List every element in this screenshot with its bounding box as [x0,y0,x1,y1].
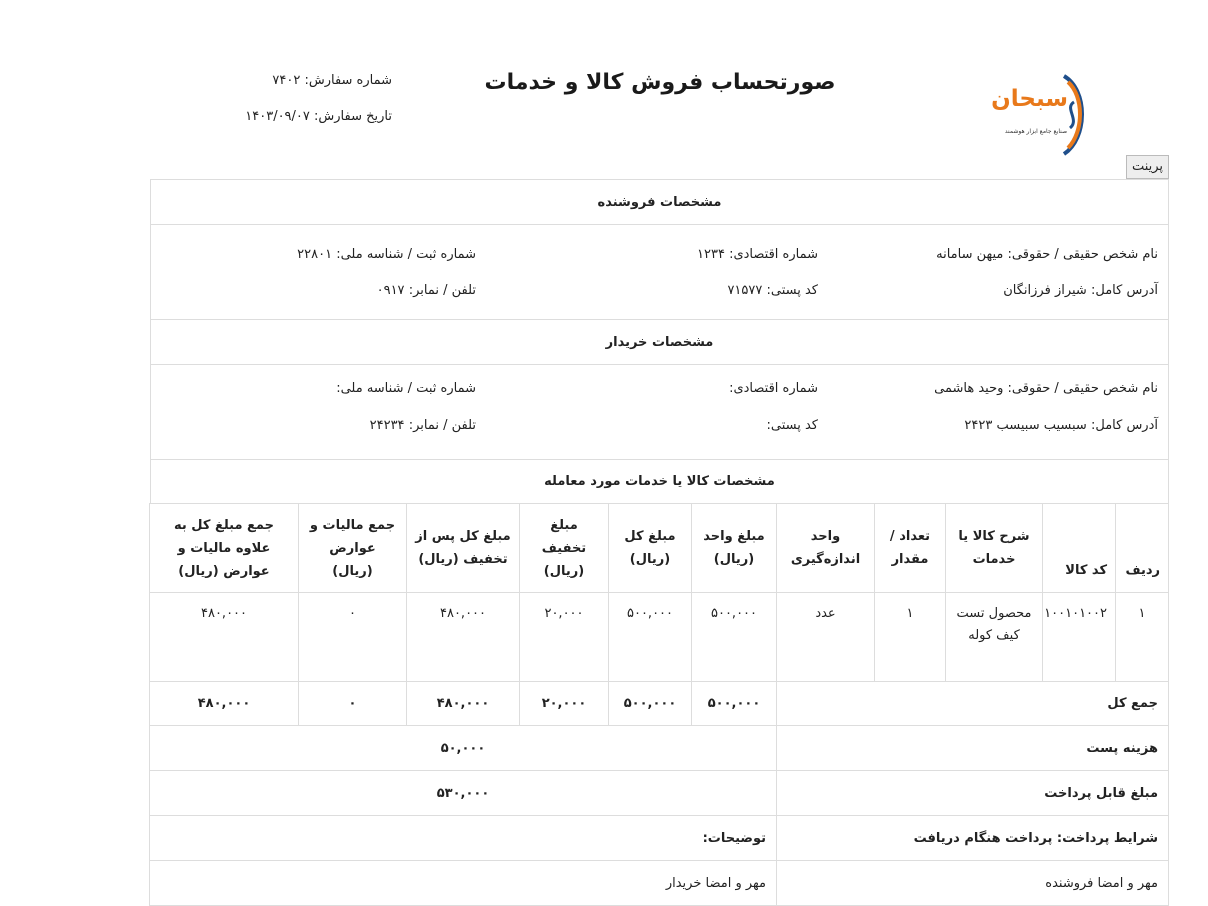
cell-total: ۵۰۰,۰۰۰ [609,593,692,682]
seller-address: شیراز فرزانگان [1003,283,1087,298]
seller-reg-label: شماره ثبت / شناسه ملی: [336,247,476,262]
buyer-reg-field [336,381,476,396]
col-header: مبلغ تخفیف (ریال) [520,504,609,593]
buyer-name-label: نام شخص حقیقی / حقوقی: [1007,381,1158,396]
col-header: جمع مبلغ کل به علاوه مالیات و عوارض (ریال) [150,504,299,593]
items-header-row [150,504,1169,593]
order-date-label: تاریخ سفارش: [314,109,392,124]
seller-economic: ۱۲۳۴ [697,247,725,262]
logo-swirl-icon [991,72,1084,156]
seller-postal-label: کد پستی: [766,283,818,298]
seller-address-label: آدرس کامل: [1090,283,1158,298]
seller-phone: ۰۹۱۷ [376,283,405,298]
seller-reg: ۲۲۸۰۱ [297,247,333,262]
col-header: مبلغ واحد (ریال) [692,504,777,593]
buyer-economic-field [729,381,818,396]
buyer-address-field [964,418,1158,433]
terms-row [150,816,1169,861]
totals-discount: ۲۰,۰۰۰ [520,682,609,726]
invoice-table [150,179,1169,906]
logo-subtext: صنایع جامع ابزار هوشمند [1004,128,1068,135]
items-table [149,503,1169,906]
buyer-details [150,364,1169,459]
buyer-economic-label: شماره اقتصادی: [729,381,818,396]
col-header: مبلغ کل (ریال) [609,504,692,593]
buyer-postal-label: کد پستی: [766,418,818,433]
cell-tax: ۰ [299,593,407,682]
col-header: ردیف [1116,504,1169,593]
seller-heading: مشخصات فروشنده [150,179,1169,224]
payment-terms: شرایط پرداخت: پرداخت هنگام دریافت [777,816,1169,861]
order-date: ۱۴۰۳/۰۹/۰۷ [245,109,310,124]
cell-row: ۱ [1116,593,1169,682]
order-date-row [200,108,392,144]
order-number: ۷۴۰۲ [272,73,301,88]
seller-name-label: نام شخص حقیقی / حقوقی: [1007,247,1158,262]
buyer-heading: مشخصات خریدار [150,319,1169,364]
company-logo [991,72,1084,156]
col-header: مبلغ کل پس از تخفیف (ریال) [407,504,520,593]
seller-economic-field [697,247,818,262]
order-number-row [200,72,392,108]
cell-description: محصول تست کیف کوله [946,593,1043,682]
table-row [150,593,1169,682]
signature-row [150,861,1169,906]
seller-postal-field [727,283,818,298]
totals-label: جمع کل [777,682,1169,726]
logo-text: سبحان [991,86,1068,112]
seller-reg-field [297,247,476,262]
notes-label: توضیحات: [150,816,777,861]
seller-name-field [936,247,1158,262]
items-heading: مشخصات کالا یا خدمات مورد معامله [150,459,1169,503]
invoice-title: صورتحساب فروش کالا و خدمات [484,70,836,95]
col-header: واحد اندازه‌گیری [777,504,875,593]
col-header: تعداد / مقدار [875,504,946,593]
seller-economic-label: شماره اقتصادی: [729,247,818,262]
totals-grand: ۴۸۰,۰۰۰ [150,682,299,726]
seller-phone-label: تلفن / نمابر: [408,283,476,298]
buyer-reg-label: شماره ثبت / شناسه ملی: [336,381,476,396]
cell-unit: عدد [777,593,875,682]
payable-row [150,771,1169,816]
totals-after-discount: ۴۸۰,۰۰۰ [407,682,520,726]
seller-address-field [1003,283,1158,298]
seller-postal: ۷۱۵۷۷ [727,283,763,298]
shipping-label: هزینه پست [777,726,1169,771]
buyer-address: سبسیب سبیسب ۲۴۲۳ [964,418,1087,433]
buyer-postal-field [767,418,819,433]
payable-label: مبلغ قابل پرداخت [777,771,1169,816]
totals-unit-price: ۵۰۰,۰۰۰ [692,682,777,726]
seller-name: میهن سامانه [936,247,1004,262]
buyer-phone-field [370,418,476,433]
totals-tax: ۰ [299,682,407,726]
col-header: شرح کالا یا خدمات [946,504,1043,593]
order-info [200,72,392,144]
cell-after-discount: ۴۸۰,۰۰۰ [407,593,520,682]
order-number-label: شماره سفارش: [304,73,392,88]
shipping-row [150,726,1169,771]
payable-amount: ۵۳۰,۰۰۰ [150,771,777,816]
totals-total: ۵۰۰,۰۰۰ [609,682,692,726]
print-button[interactable]: پرینت [1126,155,1169,179]
buyer-name: وحید هاشمی [934,381,1004,396]
seller-signature: مهر و امضا فروشنده [777,861,1169,906]
seller-phone-field [377,283,476,298]
buyer-phone: ۲۴۲۳۴ [369,418,405,433]
cell-discount: ۲۰,۰۰۰ [520,593,609,682]
shipping-amount: ۵۰,۰۰۰ [150,726,777,771]
col-header: کد کالا [1043,504,1116,593]
cell-unit-price: ۵۰۰,۰۰۰ [692,593,777,682]
buyer-signature: مهر و امضا خریدار [150,861,777,906]
col-header: جمع مالیات و عوارض (ریال) [299,504,407,593]
totals-row [150,682,1169,726]
buyer-name-field [934,381,1158,396]
buyer-address-label: آدرس کامل: [1090,418,1158,433]
cell-qty: ۱ [875,593,946,682]
cell-grand: ۴۸۰,۰۰۰ [150,593,299,682]
seller-details [150,224,1169,319]
buyer-phone-label: تلفن / نمابر: [408,418,476,433]
cell-code: ۱۰۰۱۰۱۰۰۲ [1043,593,1116,682]
